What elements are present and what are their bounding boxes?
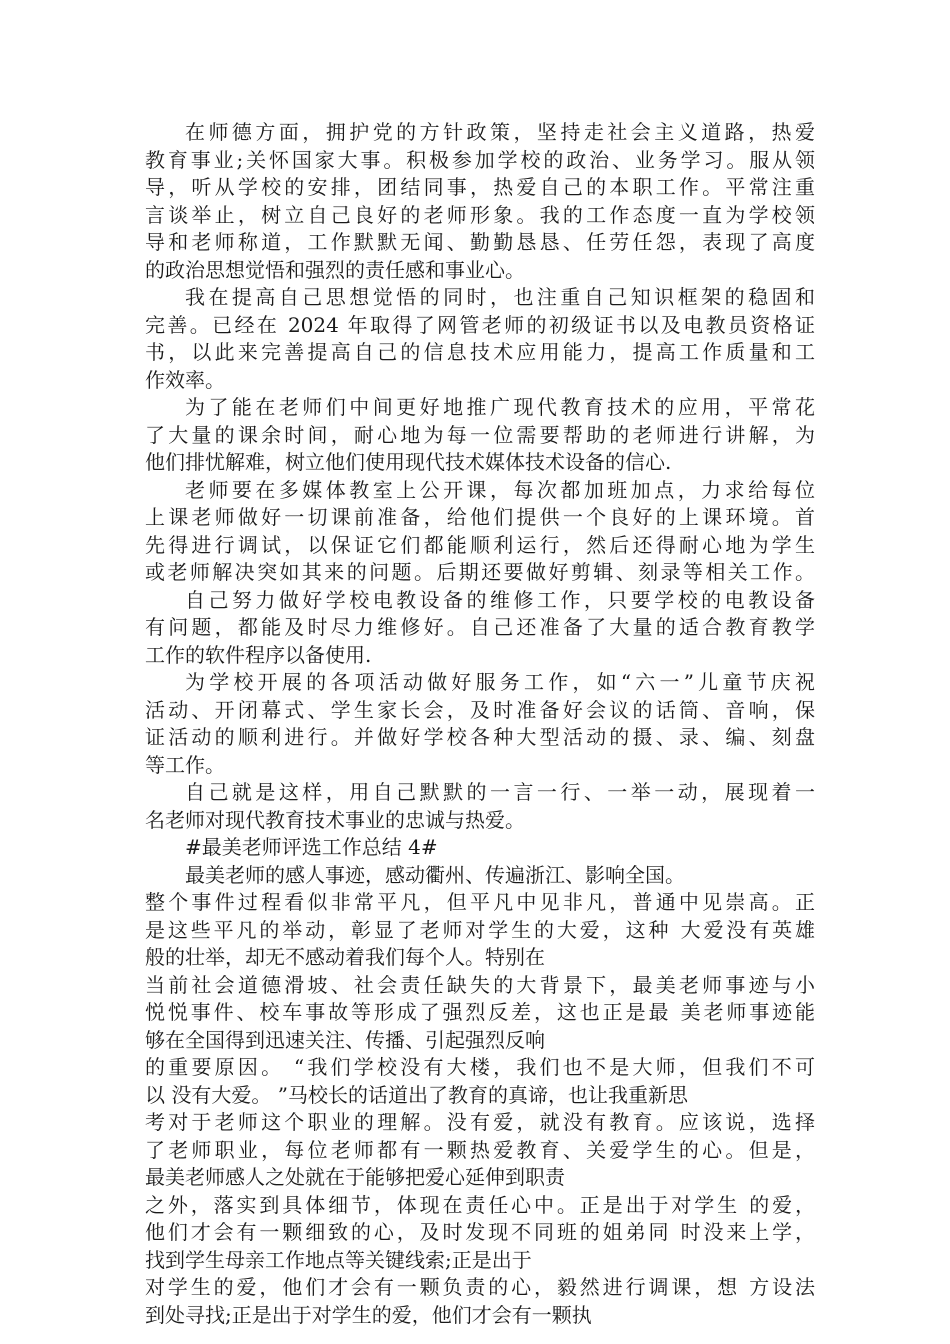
text-line: 之外，落实到具体细节，体现在责任心中。正是出于对学生 的爱， [145, 1192, 815, 1217]
text-line: 工作的软件程序以备使用. [145, 642, 372, 667]
text-line: 证活动的顺利进行。并做好学校各种大型活动的摄、录、编、刻盘 [145, 725, 815, 749]
text-line: 名老师对现代教育技术事业的忠诚与热爱。 [145, 807, 525, 832]
text-line: 上课老师做好一切课前准备，给他们提供一个良好的上课环境。首 [145, 505, 815, 529]
text-line: #最美老师评选工作总结 4# [185, 835, 438, 859]
text-line: 作效率。 [145, 367, 225, 392]
text-line: 老师要在多媒体教室上公开课，每次都加班加点，力求给每位 [185, 477, 815, 502]
text-line: 导，听从学校的安排，团结同事，热爱自己的本职工作。平常注重 [145, 175, 815, 199]
text-line: 导和老师称道，工作默默无闻、勤勤恳恳、任劳任怨，表现了高度 [145, 230, 815, 254]
text-line: 到处寻找;正是出于对学生的爱，他们才会有一颗执 [145, 1302, 592, 1327]
text-line: 找到学生母亲工作地点等关键线索;正是出于 [145, 1247, 532, 1272]
text-line: 是这些平凡的举动，彰显了老师对学生的大爱，这种 大爱没有英雄 [145, 917, 815, 942]
text-line: 对学生的爱，他们才会有一颗负责的心，毅然进行调课，想 方设法 [145, 1275, 815, 1299]
text-line: 最美老师的感人事迹，感动衢州、传遍浙江、影响全国。 [185, 862, 685, 887]
text-line: 的政治思想觉悟和强烈的责任感和事业心。 [145, 257, 525, 282]
text-line: 他们排忧解难，树立他们使用现代技术媒体技术设备的信心. [145, 450, 672, 474]
text-line: 先得进行调试，以保证它们都能顺利运行，然后还得耐心地为学生 [145, 532, 815, 557]
text-line: 自己努力做好学校电教设备的维修工作，只要学校的电教设备 [185, 587, 815, 612]
text-line: 悦悦事件、校车事故等形成了强烈反差，这也正是最 美老师事迹能 [145, 1000, 815, 1024]
text-line: 等工作。 [145, 752, 225, 777]
text-line: 考对于老师这个职业的理解。没有爱，就没有教育。应该说，选择 [145, 1110, 815, 1134]
text-line: 完善。已经在 2024 年取得了网管老师的初级证书以及电教员资格证 [145, 312, 815, 337]
text-line: 为了能在老师们中间更好地推广现代教育技术的应用，平常花 [185, 395, 815, 419]
text-line: 了大量的课余时间，耐心地为每一位需要帮助的老师进行讲解，为 [145, 422, 815, 447]
text-line: 为学校开展的各项活动做好服务工作，如“六一”儿童节庆祝 [185, 670, 815, 694]
text-line: 了老师职业，每位老师都有一颗热爱教育、关爱学生的心。但是， [145, 1137, 815, 1162]
text-line: 在师德方面，拥护党的方针政策，坚持走社会主义道路，热爱 [185, 120, 815, 144]
text-line: 他们才会有一颗细致的心，及时发现不同班的姐弟同 时没来上学， [145, 1220, 815, 1244]
text-line: 我在提高自己思想觉悟的同时，也注重自己知识框架的稳固和 [185, 285, 815, 309]
document-body [145, 119, 815, 1329]
text-line: 够在全国得到迅速关注、传播、引起强烈反响 [145, 1027, 545, 1052]
text-line: 教育事业;关怀国家大事。积极参加学校的政治、业务学习。服从领 [145, 147, 815, 172]
text-line: 的重要原因。 “我们学校没有大楼，我们也不是大师，但我们不可 [145, 1055, 815, 1079]
text-line: 活动、开闭幕式、学生家长会，及时准备好会议的话筒、音响，保 [145, 697, 815, 722]
text-line: 当前社会道德滑坡、社会责任缺失的大背景下，最美老师事迹与小 [145, 972, 815, 997]
text-line: 以 没有大爱。 ”马校长的话道出了教育的真谛，也让我重新思 [145, 1082, 688, 1107]
text-line: 般的壮举，却无不感动着我们每个人。特别在 [145, 945, 545, 969]
text-line: 或老师解决突如其来的问题。后期还要做好剪辑、刻录等相关工作。 [145, 560, 815, 584]
text-line: 整个事件过程看似非常平凡，但平凡中见非凡，普通中见崇高。正 [145, 890, 815, 914]
text-line: 书，以此来完善提高自己的信息技术应用能力，提高工作质量和工 [145, 340, 815, 364]
text-line: 最美老师感人之处就在于能够把爱心延伸到职责 [145, 1165, 565, 1189]
text-line: 言谈举止，树立自己良好的老师形象。我的工作态度一直为学校领 [145, 202, 815, 227]
text-line: 有问题，都能及时尽力维修好。自己还准备了大量的适合教育教学 [145, 615, 815, 639]
text-line: 自己就是这样，用自己默默的一言一行、一举一动，展现着一 [185, 780, 815, 804]
